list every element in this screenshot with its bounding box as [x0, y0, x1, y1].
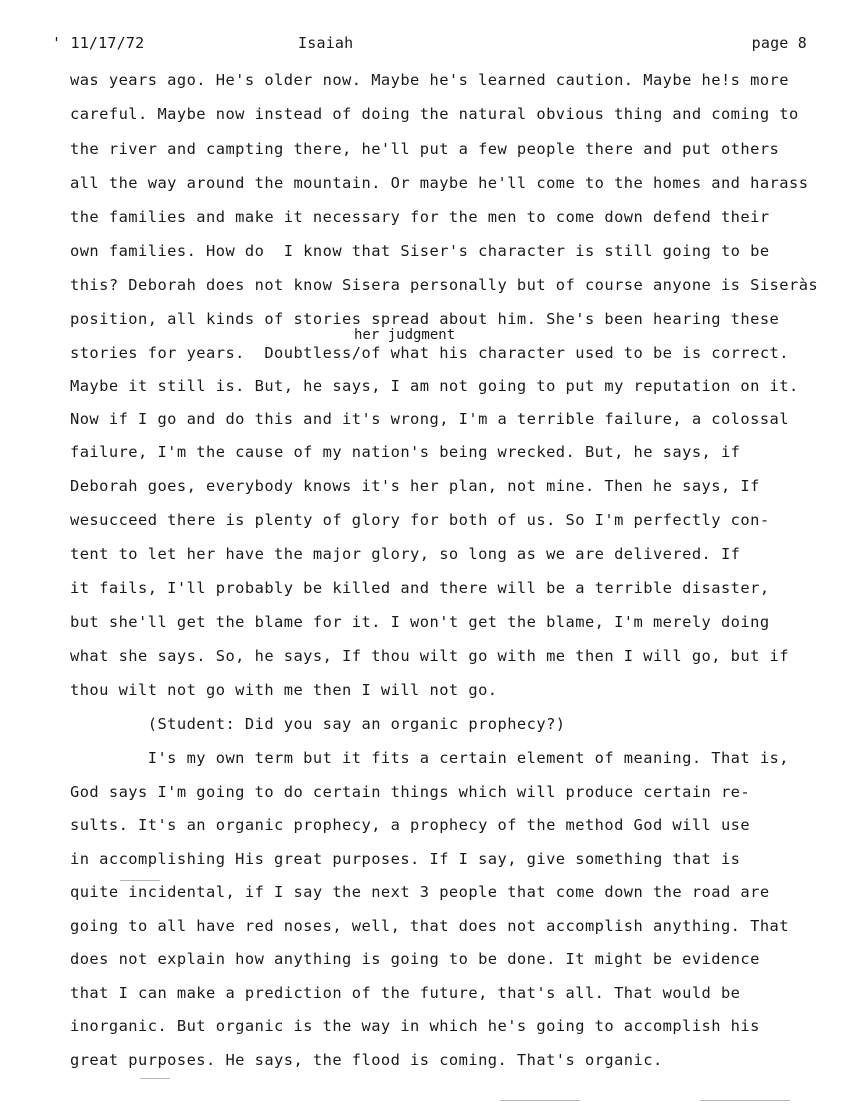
body-line: tent to let her have the major glory, so long as we are delivered. If — [70, 545, 741, 563]
body-line: in accomplishing His great purposes. If I say, give something that is — [70, 850, 741, 868]
body-line: failure, I'm the cause of my nation's being wrecked. But, he says, if — [70, 443, 741, 461]
body-line: but she'll get the blame for it. I won't get the blame, I'm merely doing — [70, 613, 770, 631]
body-line: own families. How do I know that Siser's character is still going to be — [70, 242, 770, 260]
body-line: wesucceed there is plenty of glory for both of us. So I'm perfectly con- — [70, 511, 770, 529]
scan-smudge — [120, 880, 160, 881]
body-line: all the way around the mountain. Or maybe he'll come to the homes and harass — [70, 174, 809, 192]
body-line: Now if I go and do this and it's wrong, I'm a terrible failure, a colossal — [70, 410, 789, 428]
body-line: Maybe it still is. But, he says, I am not going to put my reputation on it. — [70, 377, 799, 395]
body-line: going to all have red noses, well, that does not accomplish anything. That — [70, 917, 789, 935]
body-line: quite incidental, if I say the next 3 people that come down the road are — [70, 883, 770, 901]
body-line: that I can make a prediction of the future, that's all. That would be — [70, 984, 741, 1002]
body-line: position, all kinds of stories spread about him. She's been hearing these — [70, 310, 780, 328]
body-line: this? Deborah does not know Sisera personally but of course anyone is Siseràs — [70, 276, 819, 294]
body-line: what she says. So, he says, If thou wilt go with me then I will go, but if — [70, 647, 789, 665]
body-line: does not explain how anything is going to be done. It might be evidence — [70, 950, 760, 968]
scan-smudge — [500, 1100, 580, 1101]
body-line: inorganic. But organic is the way in which he's going to accomplish his — [70, 1017, 760, 1035]
body-line: the families and make it necessary for the men to come down defend their — [70, 208, 770, 226]
handwritten-insertion: her judgment — [354, 327, 456, 343]
scan-smudge — [700, 1100, 790, 1101]
student-question: (Student: Did you say an organic prophecy?) — [70, 715, 566, 733]
body-line: I's my own term but it fits a certain element of meaning. That is, — [70, 749, 789, 767]
body-line: thou wilt not go with me then I will not go. — [70, 681, 498, 699]
scan-smudge — [140, 1078, 170, 1079]
body-line: God says I'm going to do certain things which will produce certain re- — [70, 783, 751, 801]
body-line: great purposes. He says, the flood is coming. That's organic. — [70, 1051, 663, 1069]
body-line: was years ago. He's older now. Maybe he's learned caution. Maybe he!s more — [70, 71, 789, 89]
header-page-number: page 8 — [751, 34, 807, 52]
body-line: stories for years. Doubtless/of what his character used to be is correct. — [70, 344, 789, 362]
body-line: Deborah goes, everybody knows it's her plan, not mine. Then he says, If — [70, 477, 760, 495]
body-line: it fails, I'll probably be killed and there will be a terrible disaster, — [70, 579, 770, 597]
header-date: ' 11/17/72 — [52, 34, 145, 52]
header-title: Isaiah — [298, 34, 354, 52]
body-line: the river and campting there, he'll put a few people there and put others — [70, 140, 780, 158]
body-line: careful. Maybe now instead of doing the natural obvious thing and coming to — [70, 105, 799, 123]
body-line: sults. It's an organic prophecy, a prophecy of the method God will use — [70, 816, 751, 834]
